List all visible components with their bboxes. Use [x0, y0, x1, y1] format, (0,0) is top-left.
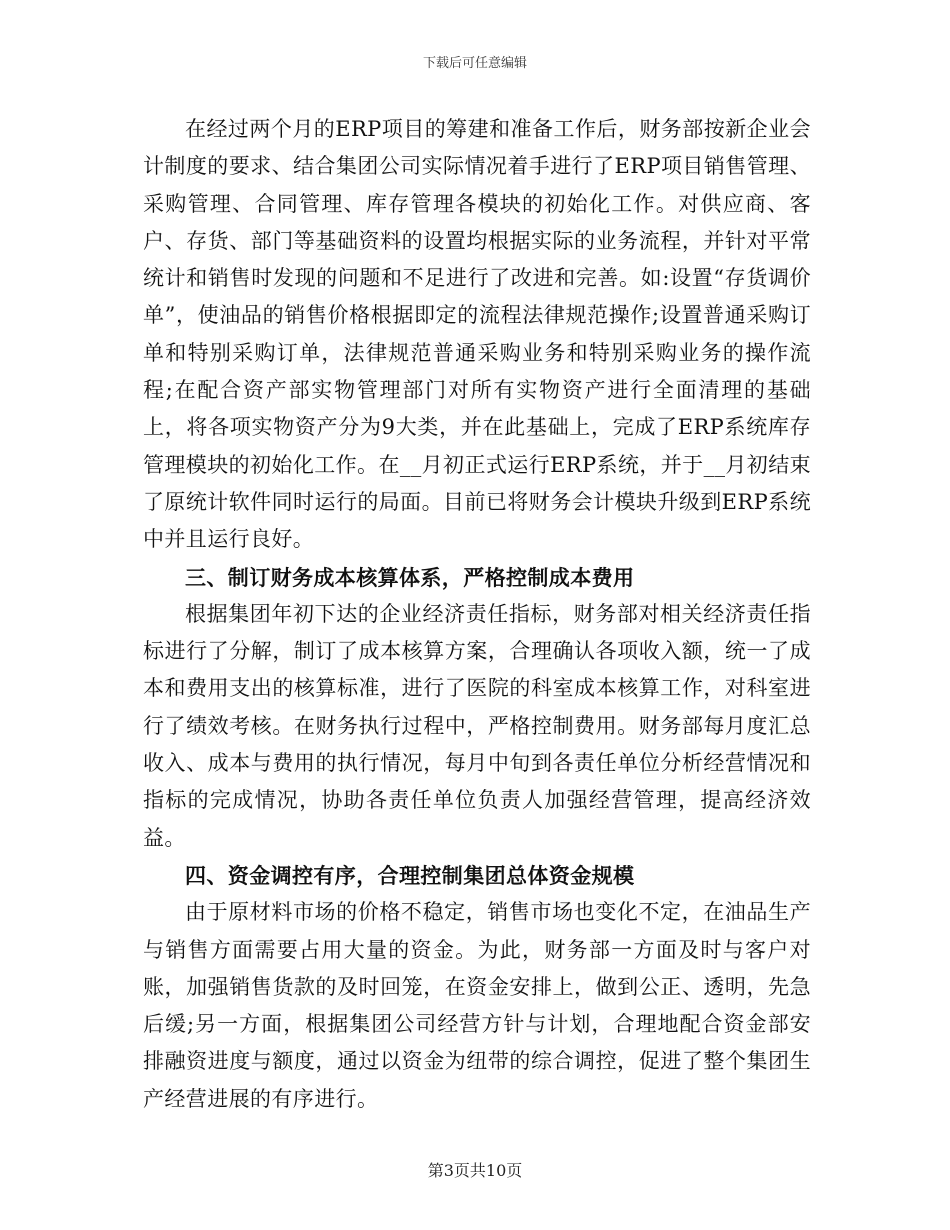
page-header: 下载后可任意编辑	[422, 56, 527, 71]
paragraph-erp-initialization: 在经过两个月的ERP项目的筹建和准备工作后，财务部按新企业会计制度的要求、结合集团公司实际情况着手进行了ERP项目销售管理、采购管理、合同管理、库存管理各模块的初始化工作。对供应商、客户、存货、部门等基础资料的设置均根据实际的业务流程，并针对平常统计和销售时发现的问题和不足进行了改进和完善。如:设置“存货调价单”，使油品的销售价格根据即定的流程法律规范操作;设置普通采购订单和特别采购订单，法律规范普通采购业务和特别采购业务的操作流程;在配合资产部实物管理部门对所有实物资产进行全面清理的基础上，将各项实物资产分为9大类，并在此基础上，完成了ERP系统库存管理模块的初始化工作。在__月初正式运行ERP系统，并于__月初结束了原统计软件同时运行的局面。目前已将财务会计模块升级到ERP系统中并且运行良好。	[143, 117, 811, 552]
section-heading-fund-control: 四、资金调控有序，合理控制集团总体资金规模	[185, 862, 635, 888]
paragraph-fund-management: 由于原材料市场的价格不稳定，销售市场也变化不定，在油品生产与销售方面需要占用大量的资金。为此，财务部一方面及时与客户对账，加强销售货款的及时回笼，在资金安排上，做到公正、透明，先急后缓;另一方面，根据集团公司经营方针与计划，合理地配合资金部安排融资进度与额度，通过以资金为纽带的综合调控，促进了整个集团生产经营进展的有序进行。	[143, 900, 811, 1111]
document-body	[143, 111, 811, 1118]
paragraph-cost-control: 根据集团年初下达的企业经济责任指标，财务部对相关经济责任指标进行了分解，制订了成本核算方案，合理确认各项收入额，统一了成本和费用支出的核算标准，进行了医院的科室成本核算工作，对科室进行了绩效考核。在财务执行过程中，严格控制费用。财务部每月度汇总收入、成本与费用的执行情况，每月中旬到各责任单位分析经营情况和指标的完成情况，协助各责任单位负责人加强经营管理，提高经济效益。	[143, 601, 811, 850]
section-heading-cost-accounting: 三、制订财务成本核算体系，严格控制成本费用	[185, 564, 635, 590]
page-footer: 第3页共10页	[427, 1161, 523, 1180]
